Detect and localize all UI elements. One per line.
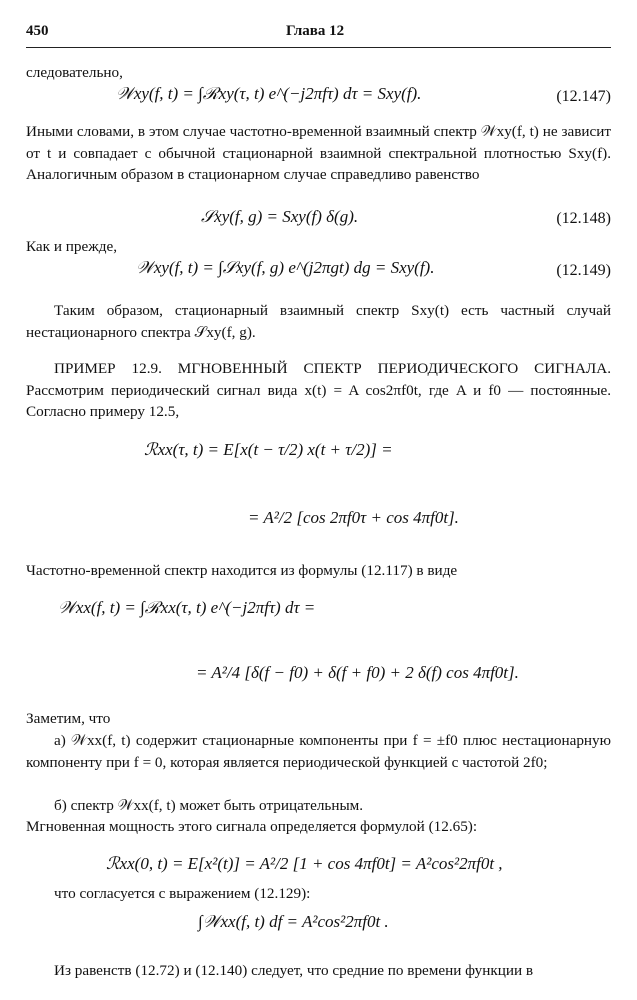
equation-number-147: (12.147) — [556, 88, 611, 105]
para-example-12-9: ПРИМЕР 12.9. МГНОВЕННЫЙ СПЕКТР ПЕРИОДИЧЕСКОГО СИГНАЛА. Рассмотрим периодический сигнал вида x(t) = A cos2πf0t, где A и f0 — постоянные. Согласно примеру 12.5, — [26, 360, 611, 420]
page-header — [26, 20, 611, 44]
para-time-frequency: Частотно-временной спектр находится из формулы (12.117) в виде — [26, 562, 458, 579]
para-therefore: следовательно, — [26, 64, 123, 81]
equation-correlation-result — [248, 508, 459, 528]
equation-12-149 — [136, 258, 434, 278]
equation-text: ∫𝒲xx(f, t) df = A²cos²2πf0t . — [198, 912, 389, 931]
header-rule — [26, 47, 611, 48]
equation-text: = A²/2 [cos 2πf0τ + cos 4πf0t]. — [248, 508, 459, 527]
equation-wigner — [58, 598, 315, 618]
book-page — [26, 0, 611, 1000]
para-agrees: что согласуется с выражением (12.129): — [54, 885, 311, 902]
equation-correlation — [144, 440, 393, 460]
equation-text: 𝒲xx(f, t) = ∫ℛxx(τ, t) e^(−j2πfτ) dτ = — [58, 598, 316, 617]
page-number: 450 — [26, 23, 49, 39]
equation-integral — [198, 912, 389, 932]
para-note-b: б) спектр 𝒲xx(f, t) может быть отрицательным. — [54, 797, 364, 814]
equation-text: ℛxx(0, t) = E[x²(t)] = A²/2 [1 + cos 4πf0t] = A²cos²2πf0t , — [106, 854, 503, 873]
para-from-equalities: Из равенств (12.72) и (12.140) следует, что средние по времени функции в — [54, 962, 534, 979]
equation-number-148: (12.148) — [556, 210, 611, 227]
chapter-title: Глава 12 — [286, 23, 345, 39]
para-as-before: Как и прежде, — [26, 238, 117, 255]
equation-wigner-result — [196, 663, 519, 683]
equation-12-148 — [201, 207, 358, 227]
equation-text: 𝒲xy(f, t) = ∫𝒮xy(f, g) e^(j2πgt) dg = Sxy(f). — [136, 258, 435, 277]
equation-number-149: (12.149) — [556, 262, 611, 279]
para-note: Заметим, что — [26, 710, 111, 727]
equation-text: = A²/4 [δ(f − f0) + δ(f + f0) + 2 δ(f) cos 4πf0t]. — [196, 663, 519, 682]
equation-text: ℛxx(τ, t) = E[x(t − τ/2) x(t + τ/2)] = — [144, 440, 393, 459]
equation-12-147 — [116, 84, 421, 104]
para-thus: Таким образом, стационарный взаимный спектр Sxy(t) есть частный случай нестационарного спектра 𝒮xy(f, g). — [26, 302, 611, 341]
para-note-a: а) 𝒲xx(f, t) содержит стационарные компоненты при f = ±f0 плюс нестационарную компоненту при f = 0, которая является периодической функцией с частотой 2f0; — [26, 732, 611, 771]
equation-text: 𝒲xy(f, t) = ∫ℛxy(τ, t) e^(−j2πfτ) dτ = Sxy(f). — [116, 84, 422, 103]
para-other-words: Иными словами, в этом случае частотно-временной взаимный спектр 𝒲xy(f, t) не зависит от t и совпадает с обычной стационарной взаимной спектральной плотностью Sxy(f). Аналогичным образом в стационарном случае справедливо равенство — [26, 123, 611, 183]
equation-instant-power — [106, 854, 503, 874]
para-instant-power: Мгновенная мощность этого сигнала определяется формулой (12.65): — [26, 818, 478, 835]
equation-text: 𝒮xy(f, g) = Sxy(f) δ(g). — [201, 207, 359, 226]
